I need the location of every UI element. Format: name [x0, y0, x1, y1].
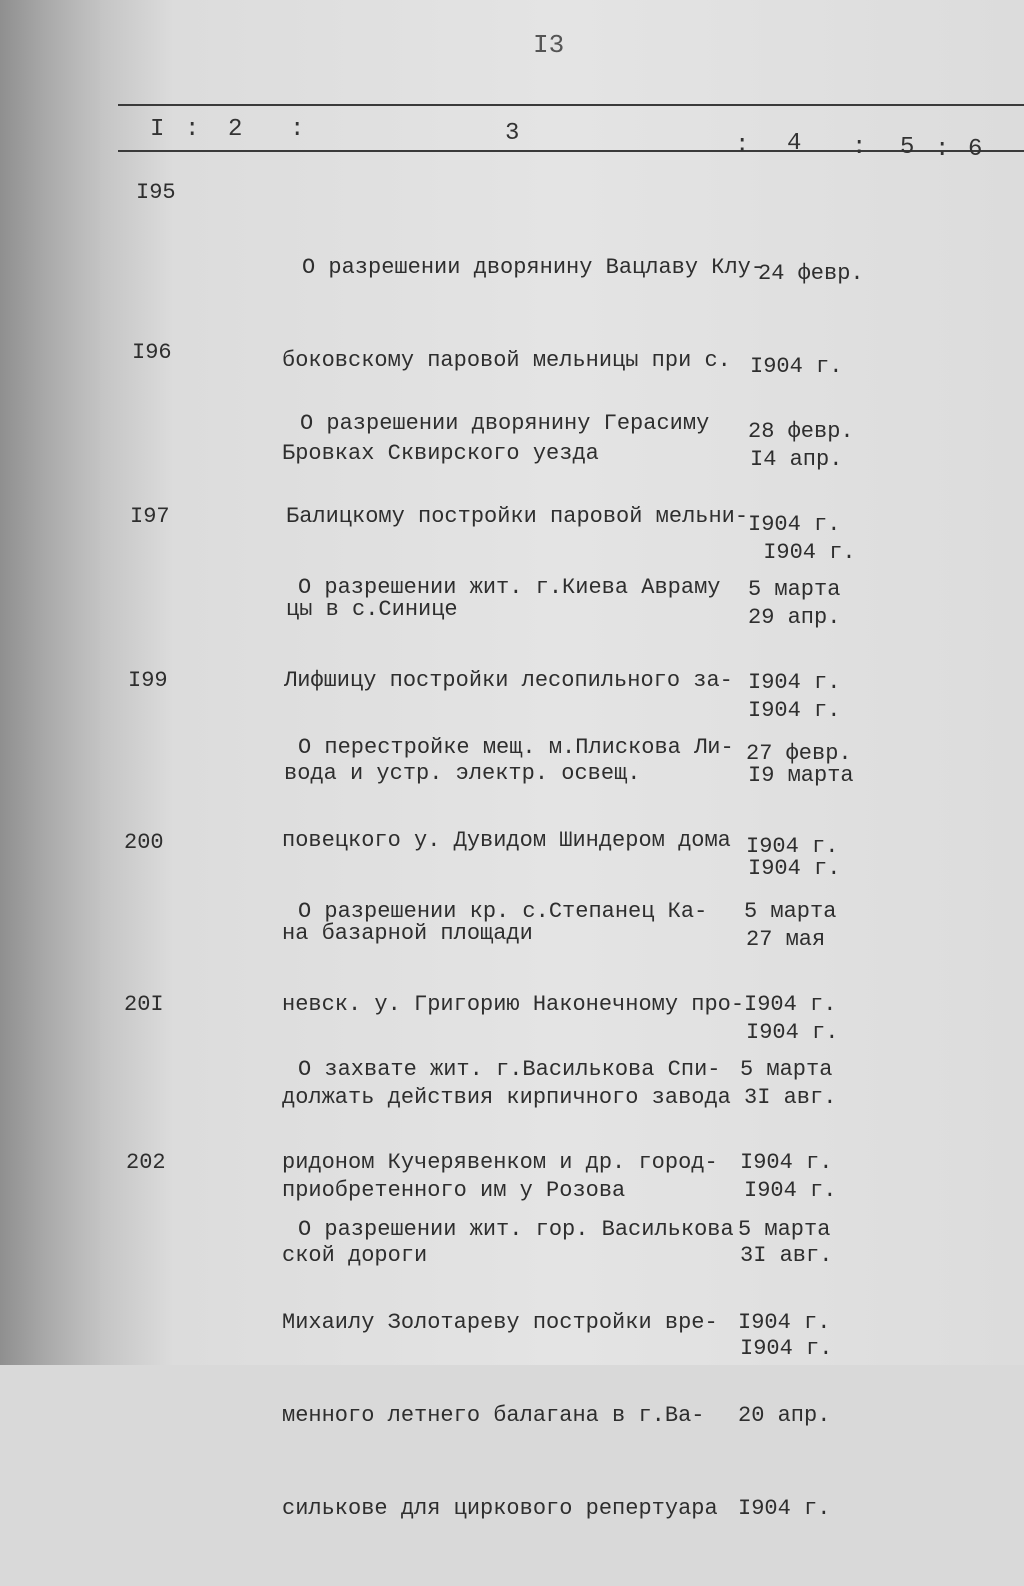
- description-line: боковскому паровой мельницы при с.: [282, 348, 731, 373]
- description-line: силькове для циркового репертуара: [282, 1496, 718, 1521]
- date-line: I904 г.: [748, 698, 841, 723]
- date-line: I904 г.: [740, 1336, 833, 1361]
- date-line: 3I авг.: [740, 1243, 833, 1268]
- description-line: О разрешении дворянину Вацлаву Клу-: [302, 255, 765, 280]
- row-number: I96: [132, 340, 172, 365]
- column-header-4: 4: [787, 130, 802, 157]
- date-line: 27 мая: [746, 927, 826, 952]
- description-line: О разрешении дворянину Герасиму: [300, 411, 710, 436]
- description-line: О захвате жит. г.Василькова Спи-: [298, 1057, 721, 1082]
- date-line: 20 апр.: [738, 1403, 831, 1428]
- table-top-rule: [118, 104, 1024, 106]
- date-line: 24 февр.: [758, 261, 864, 286]
- description-line: Бровках Сквирского уезда: [282, 441, 599, 466]
- column-header-6: 6: [968, 136, 983, 163]
- date-line: I904 г.: [744, 992, 837, 1017]
- column-separator: :: [735, 132, 750, 159]
- date-line: 5 марта: [740, 1057, 833, 1082]
- date-line: I904 г.: [750, 540, 856, 565]
- date-line: 5 марта: [744, 899, 837, 924]
- description-line: Лифшицу постройки лесопильного за-: [284, 668, 733, 693]
- date-line: I904 г.: [748, 856, 841, 881]
- column-header-1: I: [150, 116, 165, 143]
- binding-shadow: [0, 0, 115, 1365]
- description-line: Михаилу Золотареву постройки вре-: [282, 1310, 718, 1335]
- column-header-5: 5: [900, 134, 915, 161]
- row-number: I99: [128, 668, 168, 693]
- date-line: 5 марта: [738, 1217, 831, 1242]
- row-number: 202: [126, 1150, 166, 1175]
- date-line: 5 марта: [748, 577, 841, 602]
- description-line: ридоном Кучерявенком и др. город-: [282, 1150, 718, 1175]
- date-line: I904 г.: [738, 1310, 831, 1335]
- date-line: I904 г.: [744, 1178, 837, 1203]
- date-line: I904 г.: [748, 670, 841, 695]
- table-header-rule: [118, 150, 1024, 152]
- description-line: менного летнего балагана в г.Ва-: [282, 1403, 705, 1428]
- date-line: 3I авг.: [744, 1085, 837, 1110]
- date-line: 29 апр.: [748, 605, 841, 630]
- date-line: I904 г.: [746, 834, 839, 859]
- row-number: I97: [130, 504, 170, 529]
- description-line: повецкого у. Дувидом Шиндером дома: [282, 828, 731, 853]
- description-line: О разрешении кр. с.Степанец Ка-: [298, 899, 708, 924]
- description-line: вода и устр. электр. освещ.: [284, 761, 641, 786]
- date-line: I904 г.: [750, 354, 843, 379]
- description-line: О перестройке мещ. м.Плискова Ли-: [298, 735, 734, 760]
- column-separator: :: [852, 134, 867, 161]
- description-line: на базарной площади: [282, 921, 533, 946]
- page-number: I3: [533, 30, 565, 60]
- row-number: 20I: [124, 992, 164, 1017]
- row-number: 200: [124, 830, 164, 855]
- date-line: I904 г.: [738, 1496, 831, 1521]
- date-line: I904 г.: [740, 1150, 833, 1175]
- description-line: О разрешении жит. гор. Василькова: [298, 1217, 734, 1242]
- description-line: ской дороги: [282, 1243, 428, 1268]
- column-header-3: 3: [505, 120, 520, 147]
- date-line: I904 г.: [746, 1020, 839, 1045]
- description-line: цы в с.Синице: [286, 597, 458, 622]
- description-line: невск. у. Григорию Наконечному про-: [282, 992, 745, 1017]
- column-separator: :: [290, 116, 305, 143]
- date-line: 27 февр.: [746, 741, 852, 766]
- column-separator: :: [185, 116, 200, 143]
- date-line: I4 апр.: [750, 447, 843, 472]
- description-line: О разрешении жит. г.Киева Авраму: [298, 575, 721, 600]
- row-number: I95: [136, 180, 176, 205]
- description-line: приобретенного им у Розова: [282, 1178, 626, 1203]
- date-line: I904 г.: [748, 512, 841, 537]
- date-line: I9 марта: [748, 763, 854, 788]
- row-dates: [738, 1152, 873, 1586]
- date-line: 28 февр.: [748, 419, 854, 444]
- description-line: Балицкому постройки паровой мельни-: [286, 504, 749, 529]
- description-line: должать действия кирпичного завода: [282, 1085, 731, 1110]
- column-separator: :: [935, 136, 950, 163]
- row-description: [282, 1152, 768, 1586]
- column-header-2: 2: [228, 116, 243, 143]
